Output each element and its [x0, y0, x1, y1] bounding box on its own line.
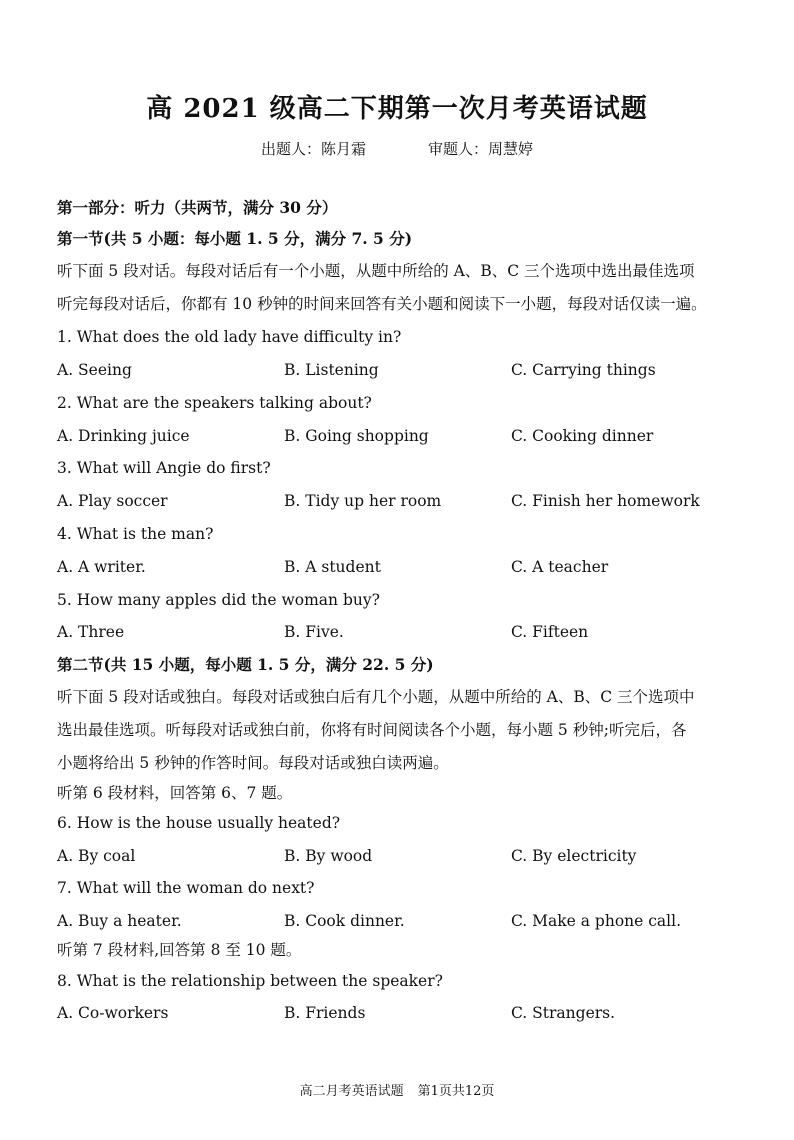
question-3-options [57, 491, 777, 511]
part1-heading: 第一部分：听力（共两节，满分 30 分） [57, 198, 338, 217]
question-1: 1. What does the old lady have difficulty in? [57, 328, 402, 346]
option-c: C. A teacher [511, 558, 609, 576]
question-2: 2. What are the speakers talking about? [57, 394, 372, 412]
section1-heading: 第一节(共 5 小题：每小题 1. 5 分，满分 7. 5 分) [57, 229, 413, 248]
option-c: C. Fifteen [511, 623, 589, 641]
option-a: A. Three [57, 623, 125, 641]
option-c: C. Carrying things [511, 361, 656, 379]
setter-name: 出题人：陈月霜 [260, 140, 366, 158]
option-c: C. Cooking dinner [511, 427, 654, 445]
option-b: B. Listening [284, 361, 379, 379]
reviewer-name: 审题人：周慧婷 [428, 140, 534, 158]
option-b: B. A student [284, 558, 381, 576]
section2-instruction-line: 小题将给出 5 秒钟的作答时间。每段对话或独白读两遍。 [57, 754, 449, 772]
authors-line [0, 138, 794, 159]
option-a: A. A writer. [57, 558, 146, 576]
question-6-options [57, 846, 777, 866]
page-footer [0, 1080, 794, 1099]
section2-instruction-line: 选出最佳选项。听每段对话或独白前，你将有时间阅读各个小题，每小题 5 秒钟;听完后，各 [57, 721, 687, 739]
option-b: B. By wood [284, 847, 373, 865]
page-title: 高 2021 级高二下期第一次月考英语试题 [146, 94, 648, 124]
material-7-note: 听第 7 段材料,回答第 8 至 10 题。 [57, 941, 302, 959]
option-a: A. Play soccer [57, 492, 168, 510]
option-c: C. Finish her homework [511, 492, 700, 510]
section1-instruction-line: 听完每段对话后，你都有 10 秒钟的时间来回答有关小题和阅读下一小题，每段对话仅读一遍。 [57, 295, 707, 313]
section2-instruction-line: 听下面 5 段对话或独白。每段对话或独白后有几个小题，从题中所给的 A、B、C 三个选项中 [57, 688, 695, 706]
section2-heading: 第二节(共 15 小题，每小题 1. 5 分，满分 22. 5 分) [57, 655, 434, 674]
option-b: B. Cook dinner. [284, 912, 405, 930]
question-7: 7. What will the woman do next? [57, 879, 315, 897]
option-a: A. By coal [57, 847, 136, 865]
option-b: B. Tidy up her room [284, 492, 442, 510]
question-4: 4. What is the man? [57, 525, 214, 543]
option-c: C. Strangers. [511, 1004, 616, 1022]
question-2-options [57, 426, 777, 446]
material-6-note: 听第 6 段材料，回答第 6、7 题。 [57, 784, 293, 802]
section1-instruction-line: 听下面 5 段对话。每段对话后有一个小题，从题中所给的 A、B、C 三个选项中选出最佳选项 [57, 262, 695, 280]
question-1-options [57, 360, 777, 380]
option-a: A. Buy a heater. [57, 912, 182, 930]
option-a: A. Drinking juice [57, 427, 190, 445]
question-5-options [57, 622, 777, 642]
question-6: 6. How is the house usually heated? [57, 814, 341, 832]
question-8-options [57, 1003, 777, 1023]
footer-exam-name: 高二月考英语试题 [299, 1084, 404, 1099]
option-b: B. Friends [284, 1004, 366, 1022]
option-c: C. Make a phone call. [511, 912, 682, 930]
option-a: A. Co-workers [57, 1004, 169, 1022]
question-8: 8. What is the relationship between the speaker? [57, 972, 443, 990]
question-5: 5. How many apples did the woman buy? [57, 591, 380, 609]
page-number: 第1页共12页 [417, 1084, 495, 1099]
question-4-options [57, 557, 777, 577]
option-b: B. Going shopping [284, 427, 429, 445]
question-7-options [57, 911, 777, 931]
option-c: C. By electricity [511, 847, 637, 865]
option-b: B. Five. [284, 623, 344, 641]
option-a: A. Seeing [57, 361, 132, 379]
question-3: 3. What will Angie do first? [57, 459, 271, 477]
